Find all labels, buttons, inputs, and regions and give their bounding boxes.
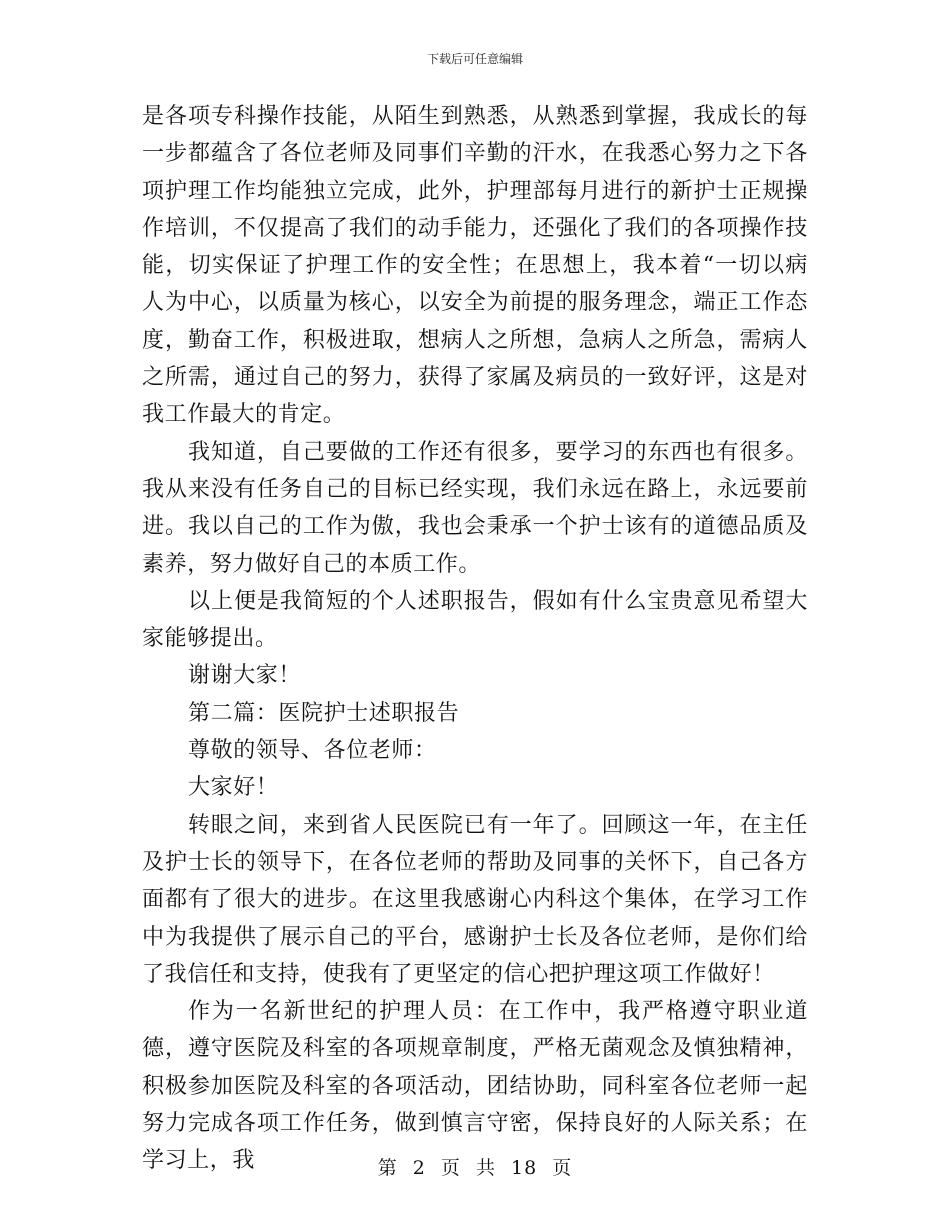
header-note: 下载后可任意编辑 <box>426 52 523 66</box>
section-title: 第二篇：医院护士述职报告 <box>188 700 460 726</box>
footer-suffix: 页 <box>552 1157 573 1179</box>
body-text <box>142 98 808 1180</box>
paragraph: 作为一名新世纪的护理人员：在工作中，我严格遵守职业道德，遵守医院及科室的各项规章制度，严格无菌观念及慎独精神，积极参加医院及科室的各项活动，团结协助，同科室各位老师一起努力完成各项工作任务，做到慎言守密，保持良好的人际关系；在学习上，我 <box>142 999 808 1174</box>
footer-total-pages: 18 <box>511 1157 538 1179</box>
greeting: 大家好！ <box>188 775 279 801</box>
page-footer <box>0 1153 950 1180</box>
salutation: 尊敬的领导、各位老师： <box>188 738 437 764</box>
paragraph-continued: 是各项专科操作技能，从陌生到熟悉，从熟悉到掌握，我成长的每一步都蕴含了各位老师及同事们辛勤的汗水，在我悉心努力之下各项护理工作均能独立完成，此外，护理部每月进行的新护士正规操作培训，不仅提高了我们的动手能力，还强化了我们的各项操作技能，切实保证了护理工作的安全性；在思想上，我本着“一切以病人为中心，以质量为核心，以安全为前提的服务理念，端正工作态度，勤奋工作，积极进取，想病人之所想，急病人之所急，需病人之所需，通过自己的努力，获得了家属及病员的一致好评，这是对我工作最大的肯定。 <box>142 104 808 428</box>
footer-total-word: 共 <box>475 1157 496 1179</box>
paragraph: 转眼之间，来到省人民医院已有一年了。回顾这一年，在主任及护士长的领导下，在各位老师的帮助及同事的关怀下，自己各方面都有了很大的进步。在这里我感谢心内科这个集体，在学习工作中为我提供了展示自己的平台，感谢护士长及各位老师，是你们给了我信任和支持，使我有了更坚定的信心把护理这项工作做好！ <box>142 812 808 987</box>
footer-page-word: 页 <box>440 1157 461 1179</box>
paragraph: 以上便是我简短的个人述职报告，假如有什么宝贵意见希望大家能够提出。 <box>142 588 808 652</box>
paragraph-thanks: 谢谢大家！ <box>188 663 302 689</box>
footer-current-page: 2 <box>412 1157 426 1179</box>
footer-prefix: 第 <box>377 1157 398 1179</box>
paragraph: 我知道，自己要做的工作还有很多，要学习的东西也有很多。我从来没有任务自己的目标已经实现，我们永远在路上，永远要前进。我以自己的工作为傲，我也会秉承一个护士该有的道德品质及素养，努力做好自己的本质工作。 <box>142 439 808 577</box>
